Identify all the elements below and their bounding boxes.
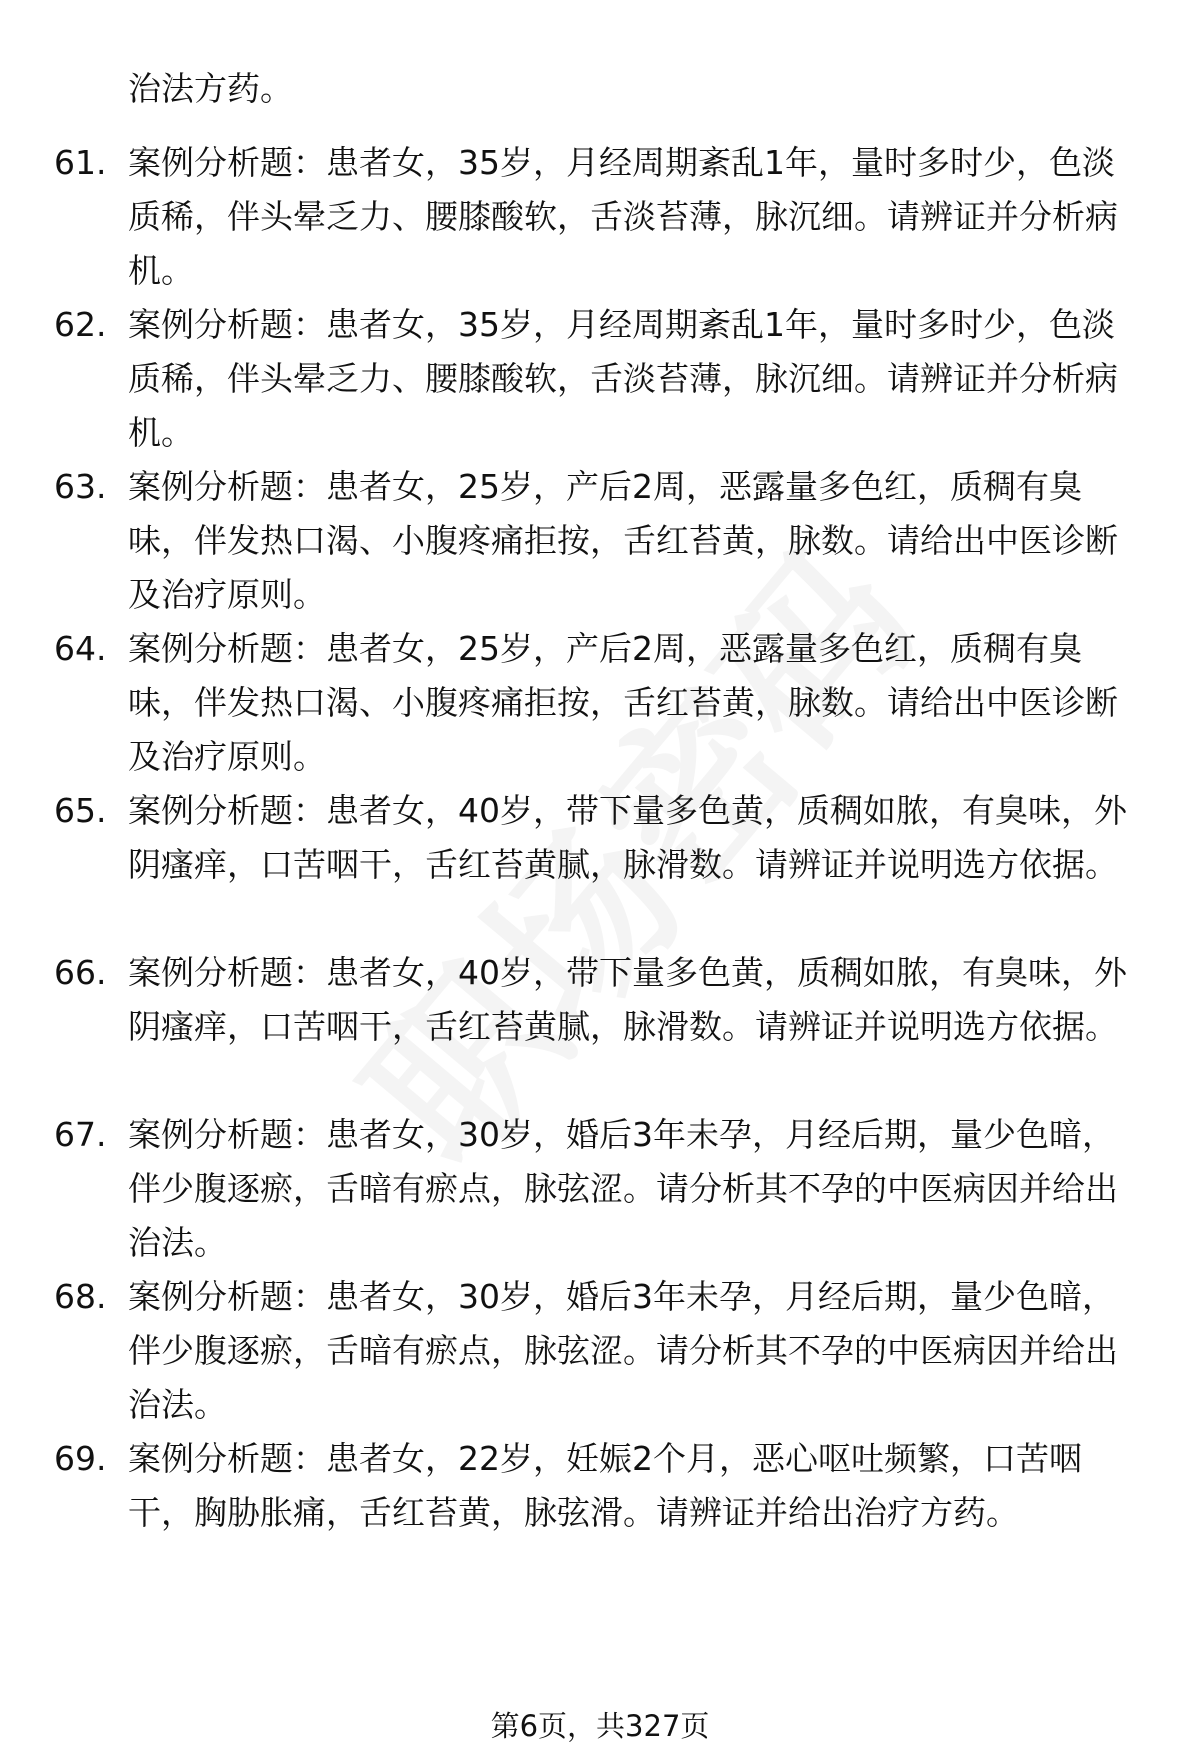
- question-text: 案例分析题：患者女，35岁，月经周期紊乱1年，量时多时少，色淡质稀，伴头晕乏力、腰膝酸软，舌淡苔薄，脉沉细。请辨证并分析病机。: [128, 143, 1118, 290]
- question-number: 67.: [54, 1115, 107, 1154]
- question-67: [54, 1108, 1144, 1270]
- question-text: 案例分析题：患者女，22岁，妊娠2个月，恶心呕吐频繁，口苦咽干，胸胁胀痛，舌红苔黄，脉弦滑。请辨证并给出治疗方药。: [128, 1439, 1082, 1532]
- question-number: 63.: [54, 467, 107, 506]
- question-number: 68.: [54, 1277, 107, 1316]
- question-number: 64.: [54, 629, 107, 668]
- question-number: 62.: [54, 305, 107, 344]
- question-63: [54, 460, 1144, 622]
- question-text: 案例分析题：患者女，40岁，带下量多色黄，质稠如脓，有臭味，外阴瘙痒，口苦咽干，舌红苔黄腻，脉滑数。请辨证并说明选方依据。: [128, 791, 1127, 884]
- page-footer: 第6页，共327页: [490, 1709, 710, 1743]
- question-text: 案例分析题：患者女，25岁，产后2周，恶露量多色红，质稠有臭味，伴发热口渴、小腹疼痛拒按，舌红苔黄，脉数。请给出中医诊断及治疗原则。: [128, 629, 1118, 776]
- question-text: 案例分析题：患者女，30岁，婚后3年未孕，月经后期，量少色暗，伴少腹逐瘀，舌暗有瘀点，脉弦涩。请分析其不孕的中医病因并给出治法。: [128, 1277, 1118, 1424]
- question-65: [54, 784, 1144, 892]
- question-number: 69.: [54, 1439, 107, 1478]
- question-text: 案例分析题：患者女，40岁，带下量多色黄，质稠如脓，有臭味，外阴瘙痒，口苦咽干，舌红苔黄腻，脉滑数。请辨证并说明选方依据。: [128, 953, 1127, 1046]
- question-text: 案例分析题：患者女，35岁，月经周期紊乱1年，量时多时少，色淡质稀，伴头晕乏力、腰膝酸软，舌淡苔薄，脉沉细。请辨证并分析病机。: [128, 305, 1118, 452]
- question-text: 案例分析题：患者女，25岁，产后2周，恶露量多色红，质稠有臭味，伴发热口渴、小腹疼痛拒按，舌红苔黄，脉数。请给出中医诊断及治疗原则。: [128, 467, 1118, 614]
- question-number: 66.: [54, 953, 107, 992]
- question-69: [54, 1432, 1144, 1540]
- carry-over-text: 治法方药。: [128, 69, 293, 108]
- question-number: 61.: [54, 143, 107, 182]
- question-64: [54, 622, 1144, 784]
- question-66: [54, 946, 1144, 1054]
- question-text: 案例分析题：患者女，30岁，婚后3年未孕，月经后期，量少色暗，伴少腹逐瘀，舌暗有瘀点，脉弦涩。请分析其不孕的中医病因并给出治法。: [128, 1115, 1118, 1262]
- question-number: 65.: [54, 791, 107, 830]
- question-68: [54, 1270, 1144, 1432]
- question-62: [54, 298, 1144, 460]
- question-61: [54, 136, 1144, 298]
